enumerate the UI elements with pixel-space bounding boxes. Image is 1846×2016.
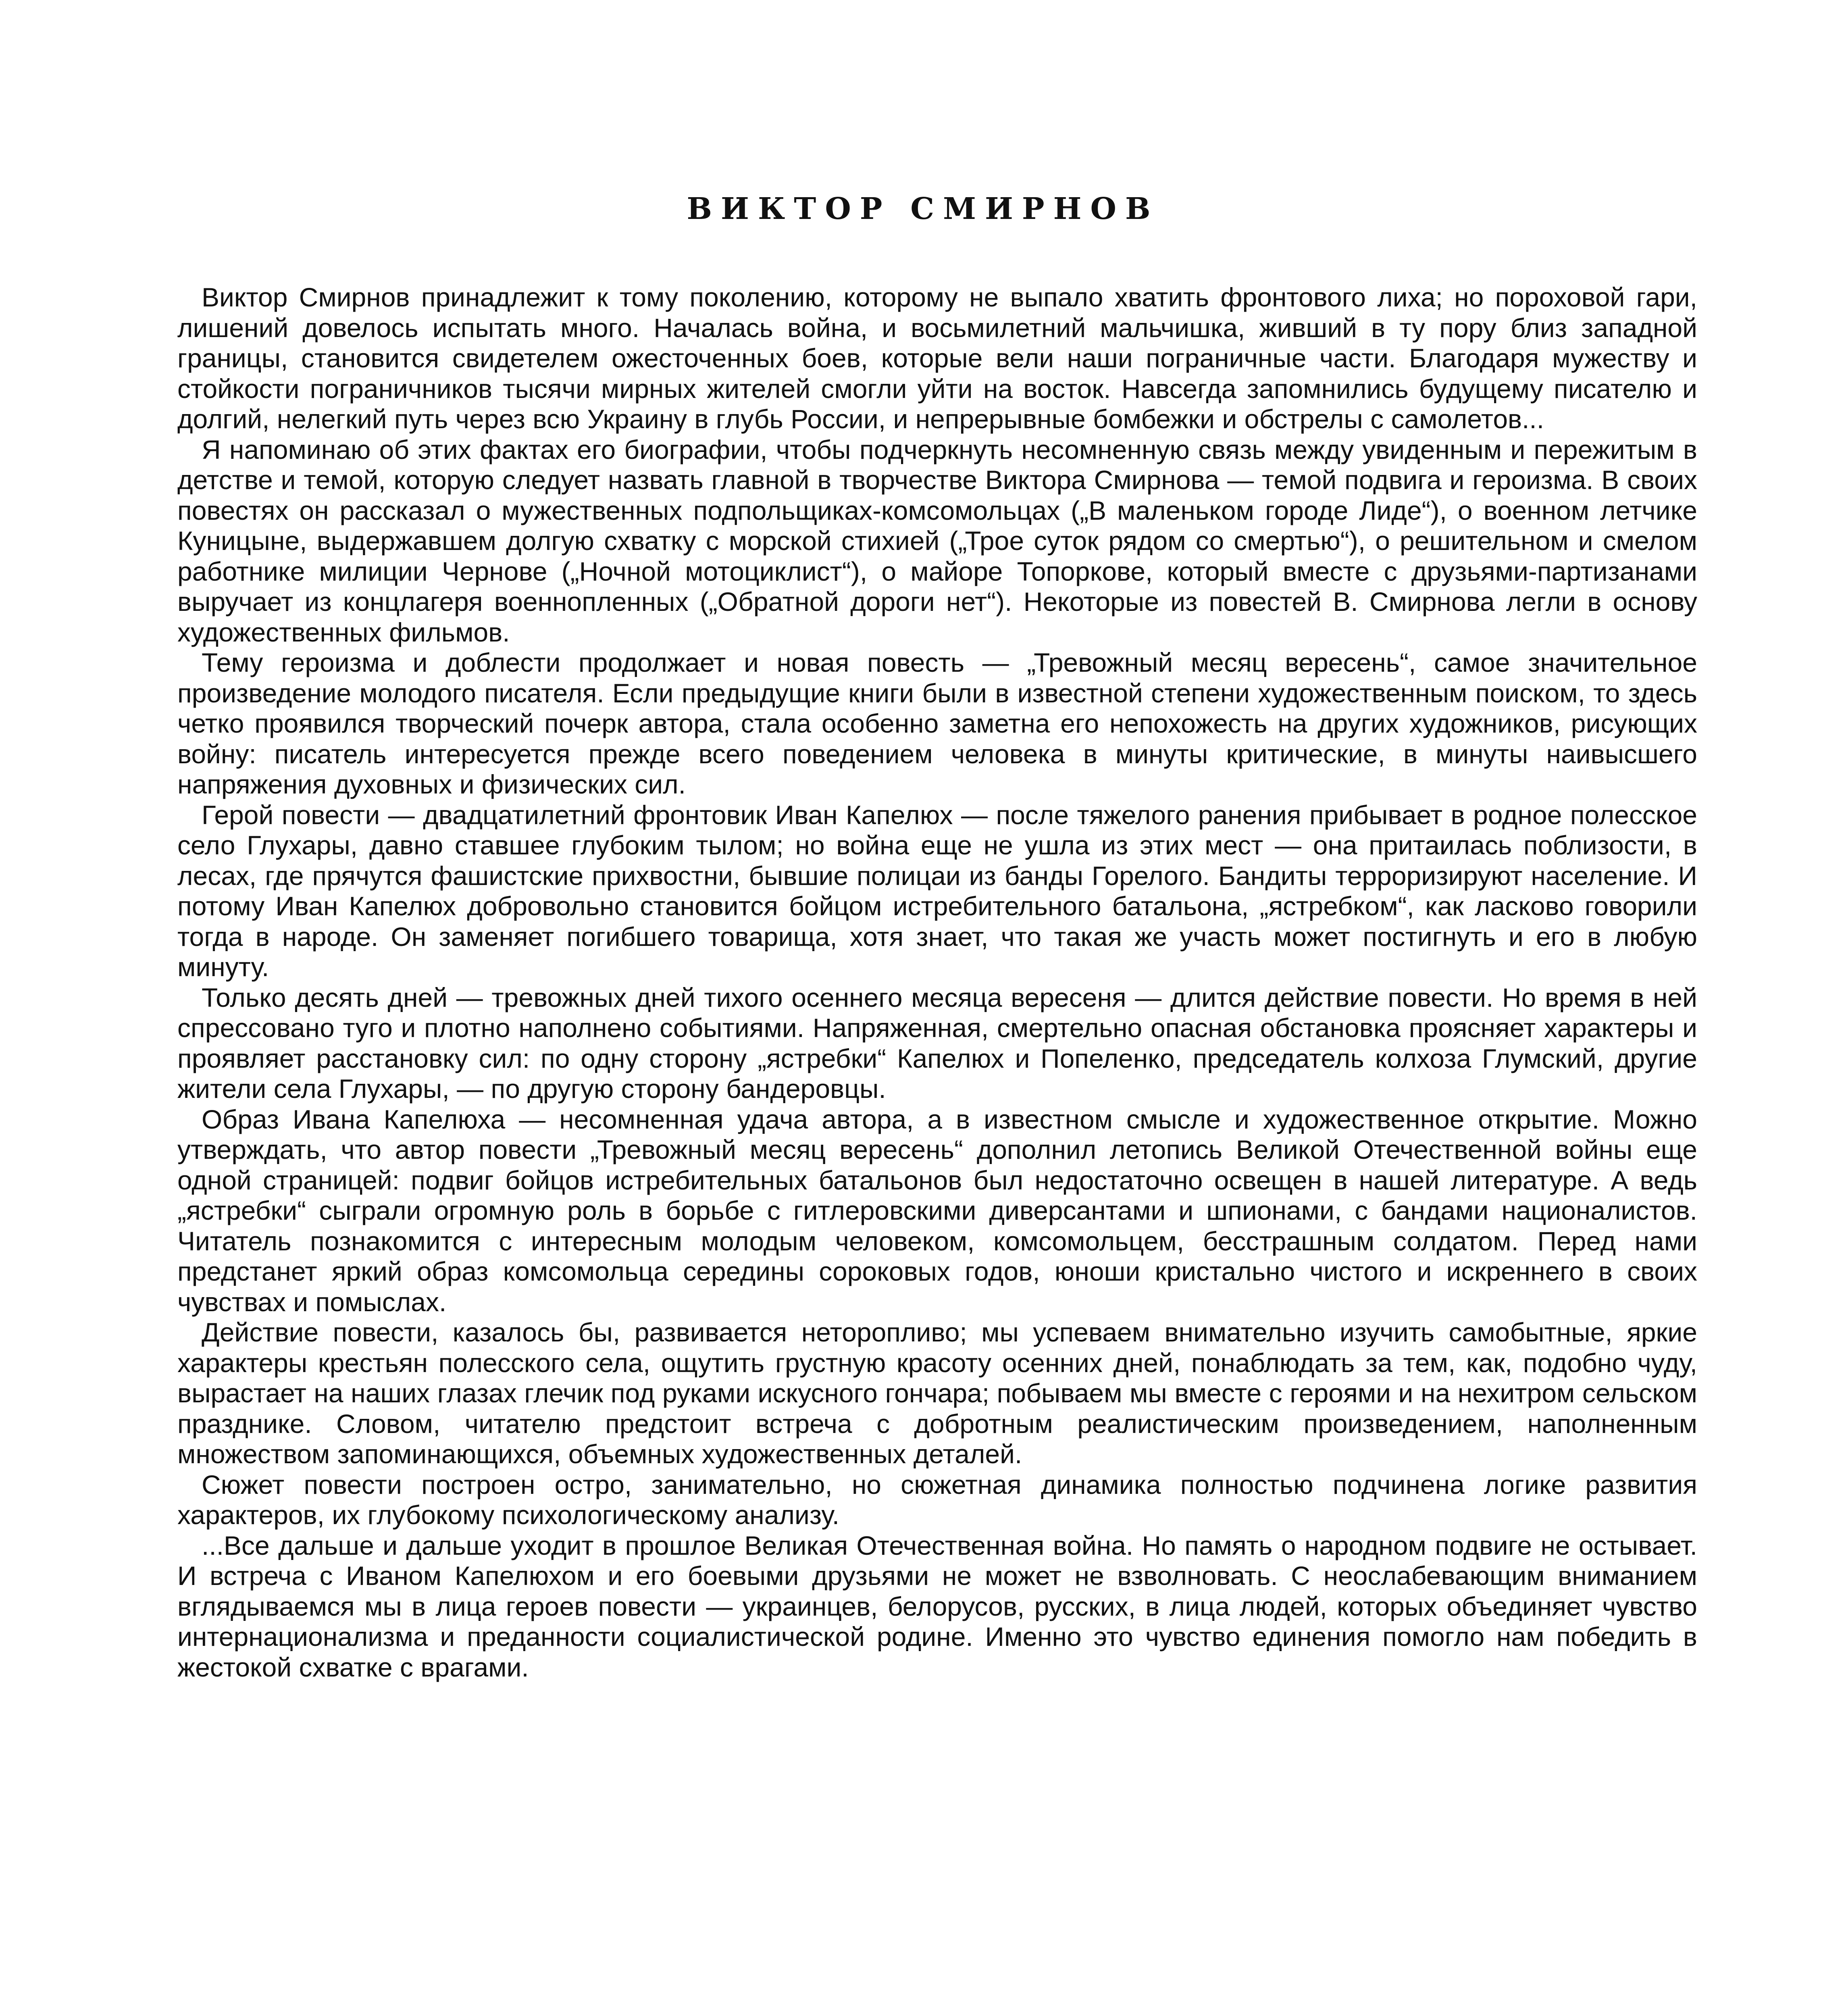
paragraph: Сюжет повести построен остро, занимательно, но сюжетная динамика полностью подчинена логике развития характеров, их глубокому психологическому анализу. bbox=[177, 1469, 1697, 1530]
paragraph: Герой повести — двадцатилетний фронтовик Иван Капелюх — после тяжелого ранения прибывает в родное полесское село Глухары, давно ставшее глубоким тылом; но война еще не ушла из этих мест — она притаилась поблизости, в лесах, где прячутся фашистские прихвостни, бывшие полицаи из банды Горелого. Бандиты терроризируют население. И потому Иван Капелюх добровольно становится бойцом истребительного батальона, „ястребком“, как ласково говорили тогда в народе. Он заменяет погибшего товарища, хотя знает, что такая же участь может постигнуть и его в любую минуту. bbox=[177, 800, 1697, 982]
page-title: ВИКТОР СМИРНОВ bbox=[687, 192, 1159, 226]
paragraph: ...Все дальше и дальше уходит в прошлое Великая Отечественная война. Но память о народном подвиге не остывает. И встреча с Иваном Капелюхом и его боевыми друзьями не может не взволновать. С неослабевающим вниманием вглядываемся мы в лица героев повести — украинцев, белорусов, русских, в лица людей, которых объединяет чувство интернационализма и преданности социалистической родине. Именно это чувство единения помогло нам победить в жестокой схватке с врагами. bbox=[177, 1530, 1697, 1682]
paragraph: Только десять дней — тревожных дней тихого осеннего месяца вересеня — длится действие повести. Но время в ней спрессовано туго и плотно наполнено событиями. Напряженная, смертельно опасная обстановка проясняет характеры и проявляет расстановку сил: по одну сторону „ястребки“ Капелюх и Попеленко, председатель колхоза Глумский, другие жители села Глухары, — по другую сторону бандеровцы. bbox=[177, 982, 1697, 1104]
paragraph: Виктор Смирнов принадлежит к тому поколению, которому не выпало хватить фронтового лиха; но пороховой гари, лишений довелось испытать много. Началась война, и восьмилетний мальчишка, живший в ту пору близ западной границы, становится свидетелем ожесточенных боев, которые вели наши пограничные части. Благодаря мужеству и стойкости пограничников тысячи мирных жителей смогли уйти на восток. Навсегда запомнились будущему писателю и долгий, нелегкий путь через всю Украину в глубь России, и непрерывные бомбежки и обстрелы с самолетов... bbox=[177, 282, 1697, 434]
paragraph: Образ Ивана Капелюха — несомненная удача автора, а в известном смысле и художественное открытие. Можно утверждать, что автор повести „Тревожный месяц вересень“ дополнил летопись Великой Отечественной войны еще одной страницей: подвиг бойцов истребительных батальонов был недостаточно освещен в нашей литературе. А ведь „ястребки“ сыграли огромную роль в борьбе с гитлеровскими диверсантами и шпионами, с бандами националистов. Читатель познакомится с интересным молодым человеком, комсомольцем, бесстрашным солдатом. Перед нами предстанет яркий образ комсомольца середины сороковых годов, юноши кристально чистого и искреннего в своих чувствах и помыслах. bbox=[177, 1104, 1697, 1317]
article-body bbox=[177, 282, 1697, 1683]
paragraph: Я напоминаю об этих фактах его биографии, чтобы подчеркнуть несомненную связь между увиденным и пережитым в детстве и темой, которую следует назвать главной в творчестве Виктора Смирнова — темой подвига и героизма. В своих повестях он рассказал о мужественных подпольщиках-комсомольцах („В маленьком городе Лиде“), о военном летчике Куницыне, выдержавшем долгую схватку с морской стихией („Трое суток рядом со смертью“), о решительном и смелом работнике милиции Чернове („Ночной мотоциклист“), о майоре Топоркове, который вместе с друзьями-партизанами выручает из концлагеря военнопленных („Обратной дороги нет“). Некоторые из повестей В. Смирнова легли в основу художественных фильмов. bbox=[177, 434, 1697, 647]
paragraph: Тему героизма и доблести продолжает и новая повесть — „Тревожный месяц вересень“, самое значительное произведение молодого писателя. Если предыдущие книги были в известной степени художественным поиском, то здесь четко проявился творческий почерк автора, стала особенно заметна его непохожесть на других художников, рисующих войну: писатель интересуется прежде всего поведением человека в минуты критические, в минуты наивысшего напряжения духовных и физических сил. bbox=[177, 648, 1697, 799]
paragraph: Действие повести, казалось бы, развивается неторопливо; мы успеваем внимательно изучить самобытные, яркие характеры крестьян полесского села, ощутить грустную красоту осенних дней, понаблюдать за тем, как, подобно чуду, вырастает на наших глазах глечик под руками искусного гончара; побываем мы вместе с героями и на нехитром сельском празднике. Словом, читателю предстоит встреча с добротным реалистическим произведением, наполненным множеством запоминающихся, объемных художественных деталей. bbox=[177, 1317, 1697, 1469]
